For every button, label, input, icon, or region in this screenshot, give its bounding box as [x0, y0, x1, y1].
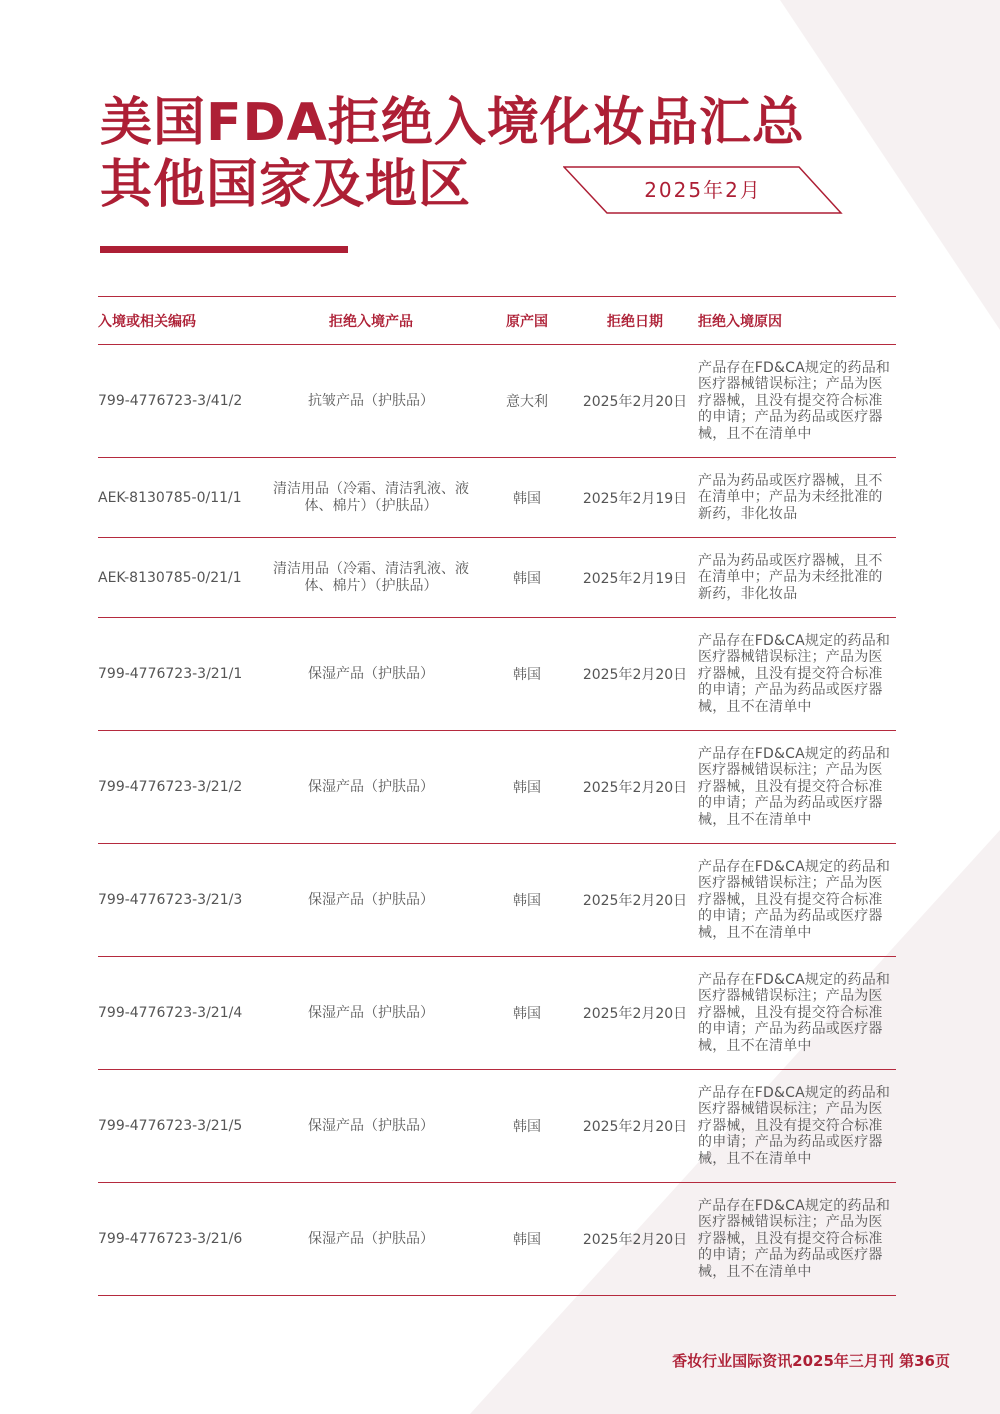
cell-product [260, 731, 482, 844]
cell-product-text: 保湿产品（护肤品） [308, 891, 434, 908]
cell-product [260, 1183, 482, 1296]
header-origin: 原产国 [482, 297, 572, 345]
cell-reason-text: 产品存在FD&CA规定的药品和医疗器械错误标注；产品为医疗器械，且没有提交符合标准的申请；产品为药品或医疗器械，且不在清单中 [698, 1084, 891, 1167]
table-header-row [98, 297, 896, 345]
cell-code: 799-4776723-3/21/6 [98, 1183, 260, 1296]
cell-origin: 韩国 [482, 1183, 572, 1296]
cell-code: 799-4776723-3/21/1 [98, 618, 260, 731]
cell-origin: 韩国 [482, 731, 572, 844]
cell-product [260, 1070, 482, 1183]
cell-reason [698, 538, 896, 618]
cell-code: 799-4776723-3/41/2 [98, 345, 260, 458]
cell-date: 2025年2月20日 [572, 1070, 698, 1183]
header-reason: 拒绝入境原因 [698, 297, 896, 345]
cell-date: 2025年2月19日 [572, 458, 698, 538]
cell-origin: 韩国 [482, 458, 572, 538]
rejection-table [98, 296, 896, 1296]
table-row [98, 957, 896, 1070]
header-date: 拒绝日期 [572, 297, 698, 345]
cell-reason [698, 957, 896, 1070]
cell-reason-text: 产品存在FD&CA规定的药品和医疗器械错误标注；产品为医疗器械，且没有提交符合标准的申请；产品为药品或医疗器械，且不在清单中 [698, 858, 891, 941]
cell-date: 2025年2月20日 [572, 618, 698, 731]
page-footer: 香妆行业国际资讯2025年三月刊 第36页 [672, 1352, 950, 1370]
cell-product-text: 保湿产品（护肤品） [308, 1230, 434, 1247]
cell-code: 799-4776723-3/21/3 [98, 844, 260, 957]
cell-product [260, 458, 482, 538]
date-tag-text: 2025年2月 [644, 178, 762, 202]
cell-reason [698, 731, 896, 844]
title-underline [100, 246, 348, 253]
cell-reason [698, 458, 896, 538]
cell-product-text: 保湿产品（护肤品） [308, 1004, 434, 1021]
cell-reason-text: 产品为药品或医疗器械，且不在清单中；产品为未经批准的新药，非化妆品 [698, 472, 883, 522]
title-line-2: 其他国家及地区 [100, 155, 472, 215]
cell-origin: 韩国 [482, 618, 572, 731]
cell-date: 2025年2月20日 [572, 345, 698, 458]
cell-product-text: 清洁用品（冷霜、清洁乳液、液体、棉片）（护肤品） [273, 560, 469, 594]
cell-origin: 韩国 [482, 538, 572, 618]
cell-product [260, 957, 482, 1070]
cell-reason-text: 产品存在FD&CA规定的药品和医疗器械错误标注；产品为医疗器械，且没有提交符合标准的申请；产品为药品或医疗器械，且不在清单中 [698, 971, 891, 1054]
cell-origin: 韩国 [482, 844, 572, 957]
cell-reason [698, 618, 896, 731]
cell-date: 2025年2月20日 [572, 957, 698, 1070]
table-row [98, 458, 896, 538]
cell-reason-text: 产品存在FD&CA规定的药品和医疗器械错误标注；产品为医疗器械，且没有提交符合标准的申请；产品为药品或医疗器械，且不在清单中 [698, 745, 891, 828]
cell-code: AEK-8130785-0/21/1 [98, 538, 260, 618]
table-row [98, 1183, 896, 1296]
cell-date: 2025年2月20日 [572, 731, 698, 844]
cell-origin: 韩国 [482, 1070, 572, 1183]
cell-product [260, 618, 482, 731]
date-tag [563, 166, 843, 214]
header-code: 入境或相关编码 [98, 297, 260, 345]
table-row [98, 731, 896, 844]
cell-origin: 意大利 [482, 345, 572, 458]
cell-reason [698, 1183, 896, 1296]
cell-code: 799-4776723-3/21/2 [98, 731, 260, 844]
table-row [98, 345, 896, 458]
table-row [98, 844, 896, 957]
cell-product-text: 抗皱产品（护肤品） [308, 392, 434, 409]
cell-product [260, 345, 482, 458]
cell-reason [698, 1070, 896, 1183]
header-product: 拒绝入境产品 [260, 297, 482, 345]
cell-date: 2025年2月20日 [572, 1183, 698, 1296]
cell-origin: 韩国 [482, 957, 572, 1070]
cell-date: 2025年2月20日 [572, 844, 698, 957]
cell-reason [698, 345, 896, 458]
cell-product [260, 538, 482, 618]
cell-product-text: 保湿产品（护肤品） [308, 778, 434, 795]
cell-product [260, 844, 482, 957]
cell-product-text: 清洁用品（冷霜、清洁乳液、液体、棉片）（护肤品） [273, 480, 469, 514]
table-row [98, 1070, 896, 1183]
cell-code: AEK-8130785-0/11/1 [98, 458, 260, 538]
title-line-1: 美国FDA拒绝入境化妆品汇总 [100, 93, 805, 153]
cell-product-text: 保湿产品（护肤品） [308, 665, 434, 682]
cell-date: 2025年2月19日 [572, 538, 698, 618]
cell-reason-text: 产品存在FD&CA规定的药品和医疗器械错误标注；产品为医疗器械，且没有提交符合标准的申请；产品为药品或医疗器械，且不在清单中 [698, 632, 891, 715]
table-row [98, 538, 896, 618]
cell-code: 799-4776723-3/21/5 [98, 1070, 260, 1183]
cell-product-text: 保湿产品（护肤品） [308, 1117, 434, 1134]
table-row [98, 618, 896, 731]
cell-reason-text: 产品为药品或医疗器械，且不在清单中；产品为未经批准的新药，非化妆品 [698, 552, 883, 602]
cell-reason-text: 产品存在FD&CA规定的药品和医疗器械错误标注；产品为医疗器械，且没有提交符合标准的申请；产品为药品或医疗器械，且不在清单中 [698, 1197, 891, 1280]
cell-code: 799-4776723-3/21/4 [98, 957, 260, 1070]
cell-reason [698, 844, 896, 957]
cell-reason-text: 产品存在FD&CA规定的药品和医疗器械错误标注；产品为医疗器械，且没有提交符合标准的申请；产品为药品或医疗器械，且不在清单中 [698, 359, 891, 442]
